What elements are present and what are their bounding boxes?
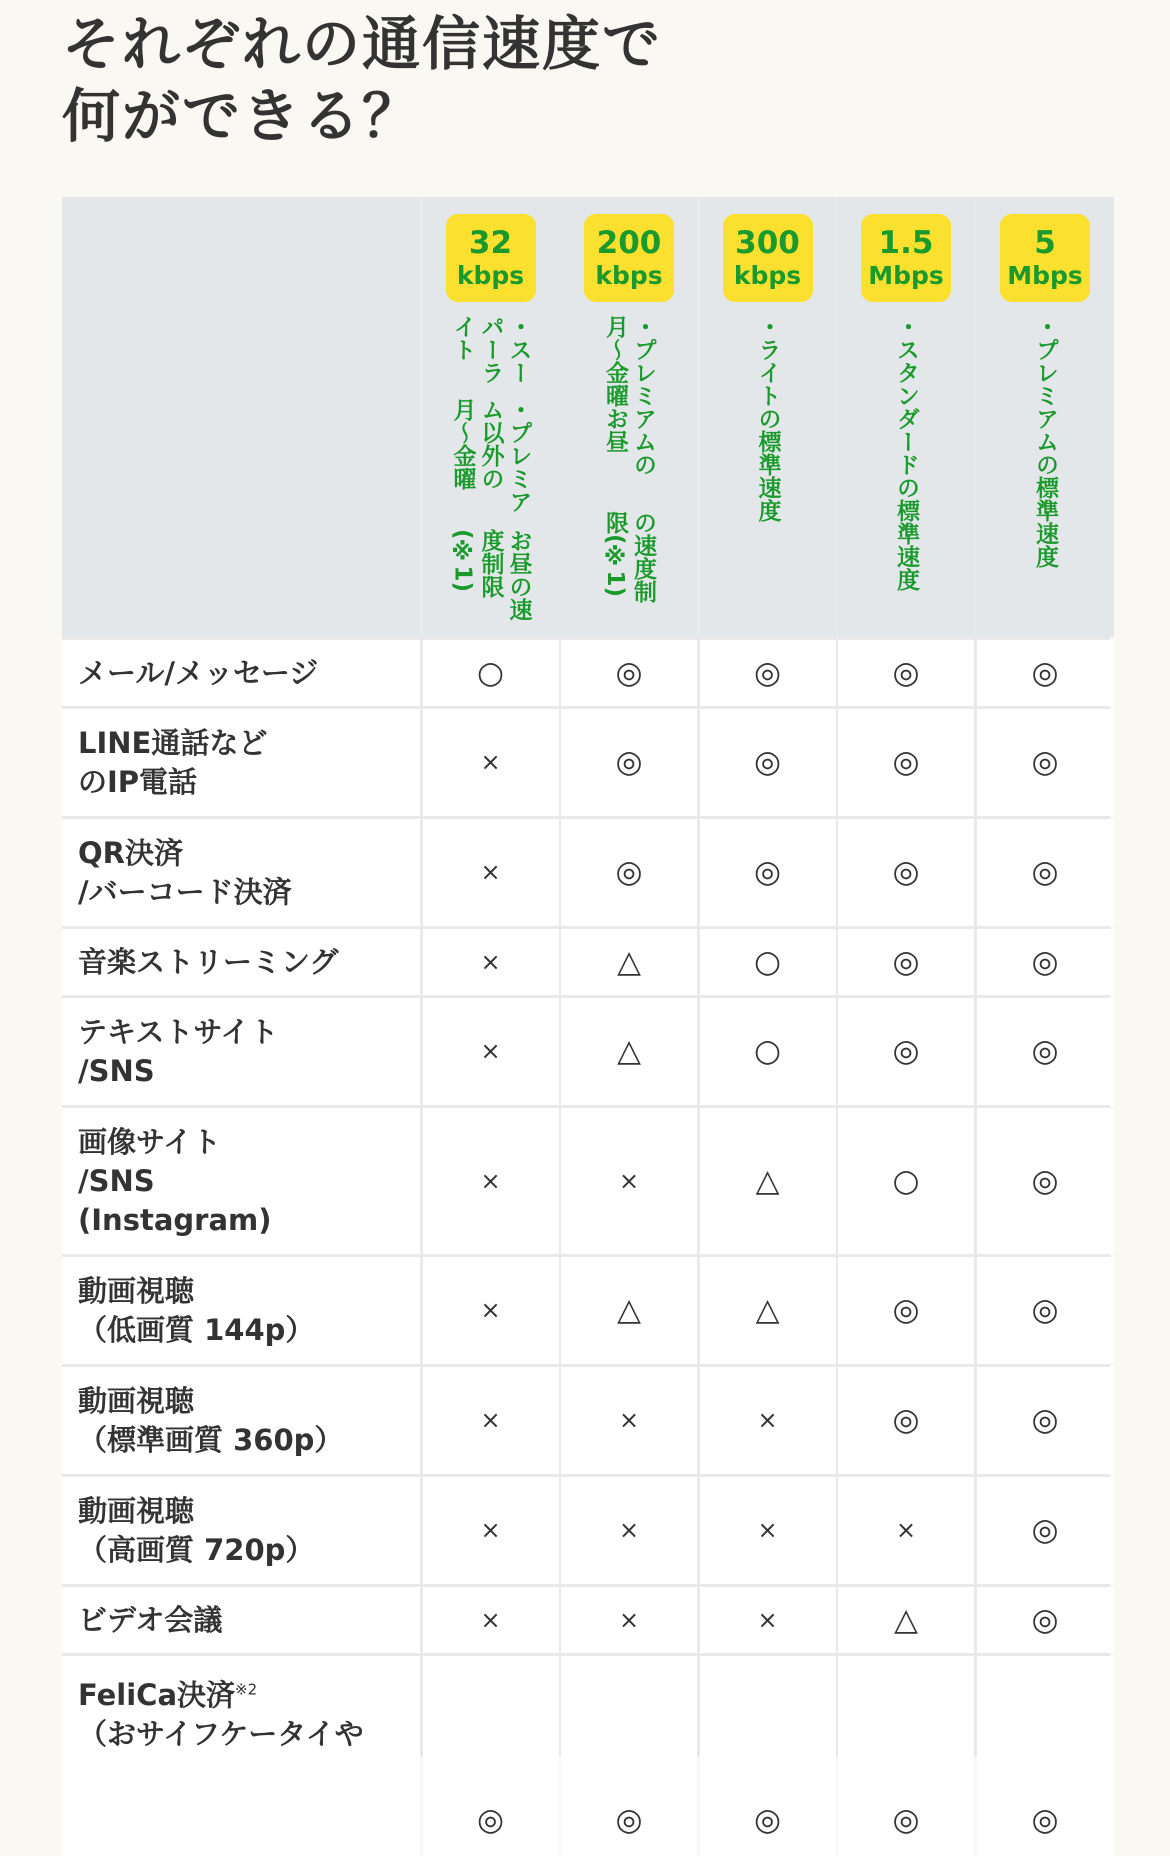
availability-cell (977, 819, 1114, 926)
availability-cell (423, 1587, 559, 1653)
row-label-text: 画像サイト /SNS (Instagram) (78, 1124, 272, 1237)
availability-mark: ◎ (1031, 1802, 1059, 1838)
row-label-text: LINE通話など のIP電話 (78, 725, 268, 799)
availability-cell (561, 1656, 697, 1856)
availability-cell (977, 1257, 1114, 1364)
row-label (62, 640, 420, 706)
availability-mark: ◎ (1031, 1601, 1059, 1638)
availability-cell (838, 1108, 974, 1254)
title-line-2: 何ができる？ (62, 82, 423, 150)
availability-cell (700, 998, 836, 1105)
availability-mark: ◎ (476, 1802, 505, 1838)
row-label (62, 709, 420, 816)
row-label-text: 音楽ストリーミング (78, 944, 339, 979)
availability-mark: × (480, 1037, 501, 1065)
availability-cell (561, 998, 697, 1105)
speed-badge (446, 214, 536, 302)
availability-mark: △ (617, 943, 641, 980)
plan-note: ・プレミアムの月〜金曜お昼 (602, 315, 656, 476)
availability-mark: △ (617, 1292, 641, 1328)
row-label (62, 929, 420, 995)
row-label (62, 998, 420, 1105)
speed-badge (584, 214, 674, 302)
footnote-marker: ※2 (235, 1680, 258, 1698)
availability-mark: ○ (892, 1162, 920, 1199)
availability-cell (977, 1656, 1114, 1856)
availability-mark: × (480, 1166, 501, 1195)
availability-cell (977, 709, 1114, 816)
row-label-text: メール/メッセージ (78, 655, 319, 690)
availability-cell (700, 1108, 836, 1254)
availability-cell (838, 1656, 974, 1856)
row-label-text: ビデオ会議 (78, 1602, 223, 1637)
speed-badge (861, 214, 951, 302)
speed-value: 32 (468, 225, 513, 261)
speed-unit: kbps (456, 261, 525, 290)
availability-cell (561, 1108, 697, 1254)
availability-cell (700, 1257, 836, 1364)
availability-mark: ◎ (1031, 1512, 1059, 1548)
availability-mark: × (480, 1296, 501, 1324)
plan-note: ・プレミアム以外の月〜金曜 (449, 397, 532, 513)
speed-column-header (977, 197, 1114, 637)
availability-cell (423, 1108, 559, 1254)
availability-cell (838, 640, 974, 706)
availability-cell (561, 640, 697, 706)
speed-value: 300 (735, 225, 800, 261)
availability-mark: × (895, 1516, 917, 1544)
row-label (62, 1656, 420, 1856)
row-label (62, 1477, 420, 1584)
speed-value: 200 (596, 225, 662, 261)
speed-unit: Mbps (868, 261, 944, 290)
availability-mark: ○ (753, 1033, 782, 1069)
header-corner (62, 197, 420, 637)
availability-cell (423, 1656, 559, 1856)
availability-mark: × (480, 1406, 501, 1434)
speed-badge (1000, 214, 1090, 302)
availability-mark: ◎ (892, 854, 920, 890)
availability-mark: × (480, 1516, 501, 1544)
availability-mark: × (618, 1406, 640, 1434)
availability-cell (838, 709, 974, 816)
availability-cell (700, 1477, 836, 1584)
availability-cell (423, 709, 559, 816)
plan-note: ・スタンダードの標準速度 (893, 315, 919, 591)
availability-mark: ◎ (1031, 943, 1059, 980)
availability-mark: ◎ (892, 943, 920, 980)
speed-comparison-table (62, 197, 1110, 1838)
availability-cell (561, 1587, 697, 1653)
availability-cell (561, 1367, 697, 1474)
availability-cell (561, 1477, 697, 1584)
availability-cell (838, 998, 974, 1105)
availability-cell (423, 819, 559, 926)
availability-cell (561, 1257, 697, 1364)
row-label (62, 1108, 420, 1254)
row-label-line: （おサイフケータイや (78, 1716, 364, 1751)
availability-cell (700, 640, 836, 706)
availability-mark: ◎ (753, 1802, 782, 1838)
availability-cell (423, 929, 559, 995)
row-label-text: 動画視聴 （低画質 144p） (78, 1273, 315, 1347)
availability-mark: ◎ (615, 1802, 643, 1838)
plan-note: ・プレミアムの標準速度 (1032, 315, 1058, 568)
availability-mark: ◎ (1031, 1402, 1059, 1438)
availability-cell (977, 998, 1114, 1105)
availability-mark: ◎ (1031, 654, 1059, 691)
availability-mark: ◎ (615, 744, 643, 780)
availability-cell (700, 709, 836, 816)
plan-note: ・ライトの標準速度 (754, 315, 781, 522)
page-title (62, 8, 662, 152)
availability-cell (423, 998, 559, 1105)
availability-cell (977, 1477, 1114, 1584)
title-line-1: それぞれの通信速度で (62, 10, 663, 78)
plan-notes (601, 315, 657, 625)
plan-notes (1031, 315, 1059, 568)
plan-note: お昼の速度制限(※1) (449, 529, 532, 622)
plan-note: の速度制限(※1) (602, 510, 656, 603)
speed-unit: Mbps (1007, 261, 1083, 290)
row-label-line: FeliCa決済 (78, 1677, 236, 1712)
availability-mark: ◎ (1031, 744, 1059, 780)
availability-cell (561, 929, 697, 995)
row-label (62, 1257, 420, 1364)
availability-mark: ◎ (1031, 1292, 1059, 1328)
availability-cell (423, 640, 559, 706)
availability-mark: ○ (753, 943, 782, 980)
row-label-text: 動画視聴 （標準画質 360p） (78, 1383, 344, 1457)
speed-column-header (838, 197, 974, 637)
availability-cell (700, 1587, 836, 1653)
speed-column-header (423, 197, 559, 637)
row-label-text: QR決済 /バーコード決済 (78, 835, 292, 909)
availability-cell (423, 1257, 559, 1364)
availability-mark: ◎ (892, 1802, 920, 1838)
row-label (62, 1367, 420, 1474)
availability-mark: ◎ (615, 854, 643, 890)
availability-cell (977, 1108, 1114, 1254)
speed-value: 1.5 (878, 225, 934, 261)
availability-cell (838, 819, 974, 926)
availability-mark: × (618, 1516, 640, 1544)
availability-mark: ◎ (1031, 1033, 1059, 1069)
plan-notes (449, 315, 533, 625)
availability-cell (977, 1367, 1114, 1474)
availability-mark: △ (617, 1033, 641, 1069)
availability-mark: × (618, 1166, 640, 1195)
plan-notes (754, 315, 782, 522)
availability-mark: ◎ (615, 654, 643, 691)
availability-mark: ◎ (892, 1402, 920, 1438)
availability-cell (838, 1257, 974, 1364)
row-label (62, 1587, 420, 1653)
row-label-text: テキストサイト /SNS (78, 1014, 279, 1088)
availability-cell (561, 709, 697, 816)
availability-cell (700, 819, 836, 926)
availability-mark: × (757, 1605, 778, 1634)
availability-cell (977, 640, 1114, 706)
availability-cell (700, 929, 836, 995)
row-label-text: 動画視聴 （高画質 720p） (78, 1493, 315, 1567)
availability-cell (977, 1587, 1114, 1653)
availability-cell (423, 1367, 559, 1474)
availability-mark: ◎ (892, 1292, 920, 1328)
speed-column-header (561, 197, 697, 637)
availability-mark: △ (755, 1162, 780, 1199)
availability-mark: × (480, 947, 501, 976)
availability-cell (838, 1477, 974, 1584)
availability-mark: × (480, 858, 501, 886)
availability-cell (423, 1477, 559, 1584)
availability-mark: × (480, 1605, 501, 1634)
availability-mark: × (757, 1516, 778, 1544)
availability-mark: ◎ (753, 854, 782, 890)
availability-mark: × (480, 748, 501, 776)
availability-mark: ◎ (753, 744, 782, 780)
availability-cell (838, 929, 974, 995)
availability-mark: ◎ (1031, 1162, 1059, 1199)
availability-mark: △ (755, 1292, 780, 1328)
plan-note: ・スーパーライト (449, 315, 532, 384)
plan-notes (892, 315, 920, 591)
speed-unit: kbps (595, 261, 663, 290)
speed-value: 5 (1034, 225, 1056, 261)
availability-mark: × (757, 1406, 778, 1434)
availability-cell (561, 819, 697, 926)
row-label-text (78, 1678, 364, 1751)
availability-cell (700, 1367, 836, 1474)
availability-mark: ◎ (753, 654, 782, 691)
availability-mark: × (618, 1605, 640, 1634)
speed-badge (723, 214, 813, 302)
availability-mark: ◎ (1031, 854, 1059, 890)
availability-cell (838, 1367, 974, 1474)
availability-cell (977, 929, 1114, 995)
speed-column-header (700, 197, 836, 637)
row-label (62, 819, 420, 926)
availability-cell (838, 1587, 974, 1653)
availability-mark: ◎ (892, 654, 920, 691)
availability-mark: △ (894, 1601, 918, 1638)
availability-mark: ◎ (892, 1033, 920, 1069)
speed-unit: kbps (733, 261, 802, 290)
availability-cell (700, 1656, 836, 1856)
availability-mark: ○ (476, 654, 505, 691)
availability-mark: ◎ (892, 744, 920, 780)
